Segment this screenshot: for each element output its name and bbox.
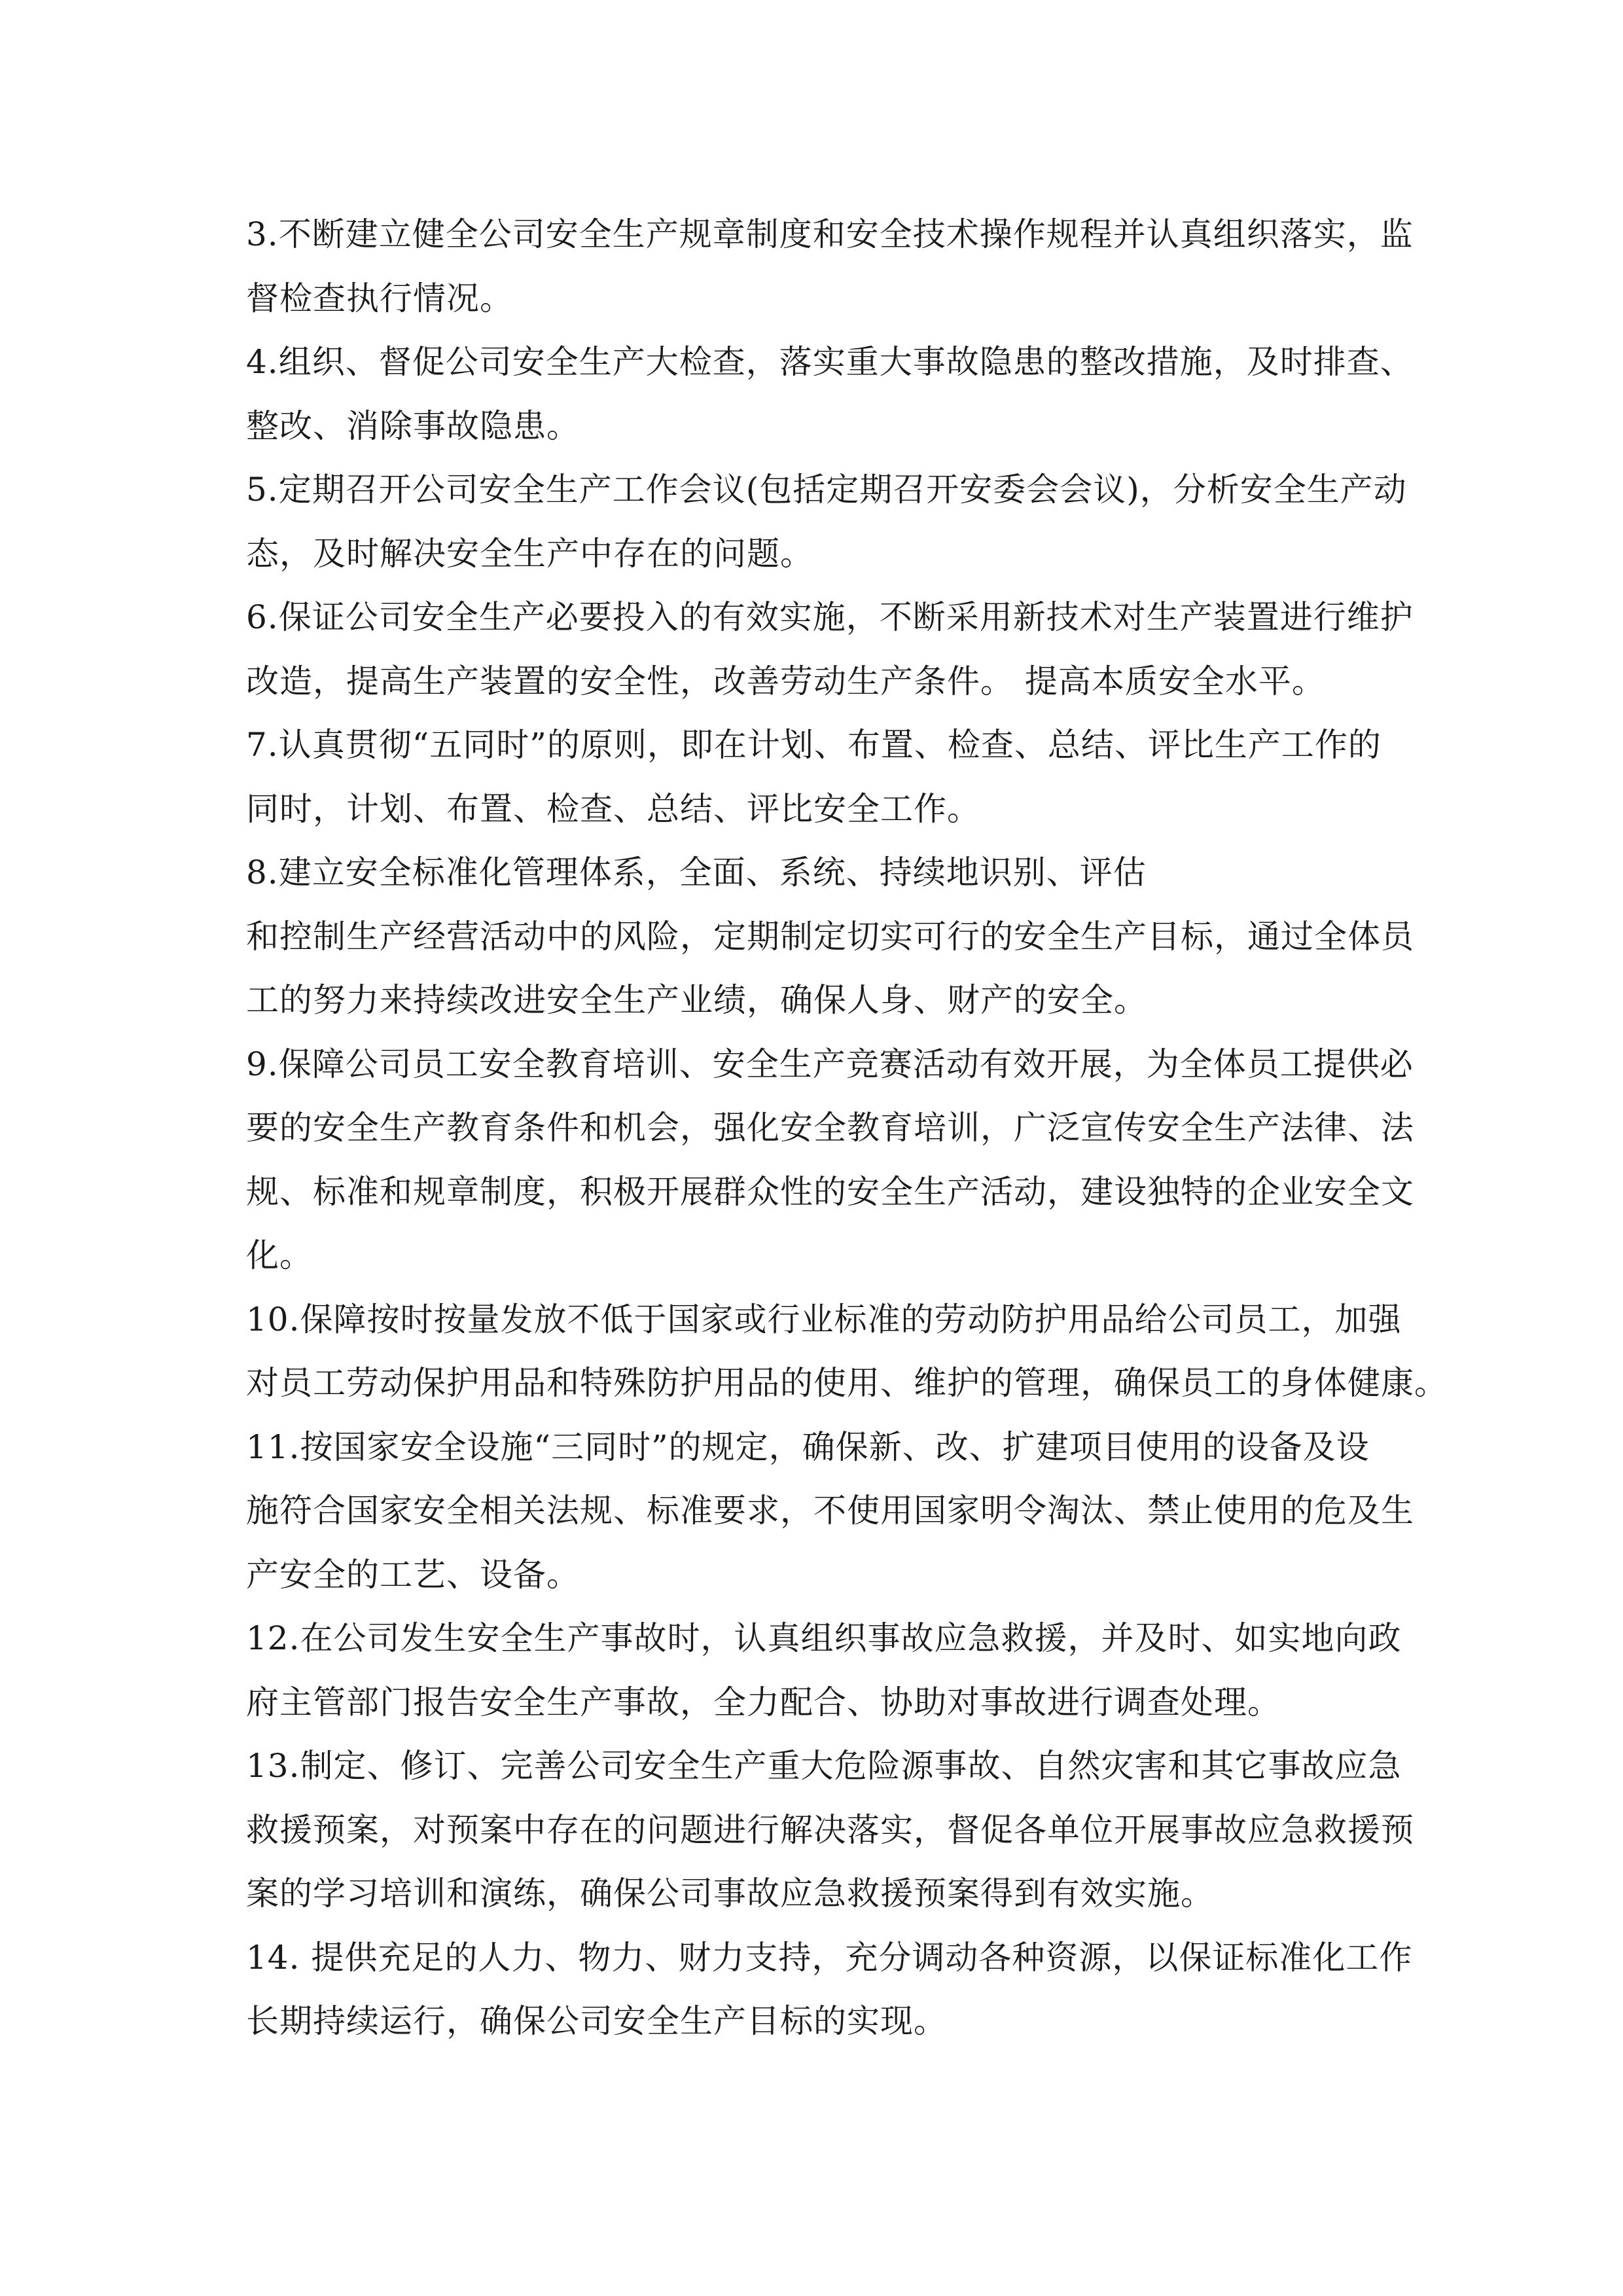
list-item-number: 8. xyxy=(246,853,279,891)
list-item-line: 救援预案，对预案中存在的问题进行解决落实，督促各单位开展事故应急救援预 xyxy=(246,1810,1414,1849)
list-item-line: 3.不断建立健全公司安全生产规章制度和安全技术操作规程并认真组织落实，监 xyxy=(246,215,1414,253)
list-item xyxy=(246,1033,1414,1288)
list-item-line: 和控制生产经营活动中的风险，定期制定切实可行的安全生产目标，通过全体员 xyxy=(246,917,1414,956)
list-item xyxy=(246,841,1414,1033)
list-item-line: 规、标准和规章制度，积极开展群众性的安全生产活动，建设独特的企业安全文 xyxy=(246,1172,1414,1211)
list-item-line: 案的学习培训和演练，确保公司事故应急救援预案得到有效实施。 xyxy=(246,1874,1214,1912)
list-item-line: 同时，计划、布置、检查、总结、评比安全工作。 xyxy=(246,789,980,828)
list-item-line: 改造，提高生产装置的安全性，改善劳动生产条件。 提高本质安全水平。 xyxy=(246,662,1325,700)
list-item xyxy=(246,1607,1402,1734)
list-item-line: 整改、消除事故隐患。 xyxy=(246,406,580,445)
list-item xyxy=(246,1926,1413,2054)
list-item xyxy=(246,331,1414,458)
list-item-line: 工的努力来持续改进安全生产业绩，确保人身、财产的安全。 xyxy=(246,981,1147,1019)
list-item xyxy=(246,586,1414,713)
list-item-number: 5. xyxy=(246,471,279,509)
list-item-number: 3. xyxy=(246,215,279,253)
list-item-number: 4. xyxy=(246,343,279,381)
list-item-line: 10.保障按时按量发放不低于国家或行业标准的劳动防护用品给公司员工，加强 xyxy=(246,1300,1402,1338)
list-item-number: 14. xyxy=(246,1938,300,1977)
list-item-line: 9.保障公司员工安全教育培训、安全生产竞赛活动有效开展，为全体员工提供必 xyxy=(246,1045,1414,1083)
list-item xyxy=(246,1734,1414,1926)
list-item-line: 府主管部门报告安全生产事故，全力配合、协助对事故进行调查处理。 xyxy=(246,1683,1281,1721)
list-item-number: 12. xyxy=(246,1619,300,1657)
list-item xyxy=(246,713,1398,841)
list-item-number: 11. xyxy=(246,1427,300,1466)
list-item-number: 6. xyxy=(246,598,279,636)
list-item-line: 5.定期召开公司安全生产工作会议(包括定期召开安委会会议)，分析安全生产动 xyxy=(246,471,1407,509)
list-item xyxy=(246,458,1407,586)
list-item-line: 12.在公司发生安全生产事故时，认真组织事故应急救援，并及时、如实地向政 xyxy=(246,1619,1402,1657)
list-item-line: 7.认真贯彻“五同时”的原则，即在计划、布置、检查、总结、评比生产工作的 xyxy=(246,726,1382,764)
list-item-line: 长期持续运行，确保公司安全生产目标的实现。 xyxy=(246,2002,947,2040)
list-item-line: 化。 xyxy=(246,1236,313,1274)
list-item-line: 施符合国家安全相关法规、标准要求，不使用国家明令淘汰、禁止使用的危及生 xyxy=(246,1492,1414,1530)
list-item-line: 产安全的工艺、设备。 xyxy=(246,1555,580,1594)
list-item-line: 4.组织、督促公司安全生产大检查，落实重大事故隐患的整改措施，及时排查、 xyxy=(246,343,1414,381)
list-item-line: 6.保证公司安全生产必要投入的有效实施，不断采用新技术对生产装置进行维护 xyxy=(246,598,1414,636)
document-body xyxy=(246,203,1448,2054)
list-item-line: 11.按国家安全设施“三同时”的规定，确保新、改、扩建项目使用的设备及设 xyxy=(246,1427,1370,1466)
list-item-number: 13. xyxy=(246,1747,300,1785)
list-item-line: 13.制定、修订、完善公司安全生产重大危险源事故、自然灾害和其它事故应急 xyxy=(246,1747,1402,1785)
list-item xyxy=(246,203,1414,331)
list-item-line: 对员工劳动保护用品和特殊防护用品的使用、维护的管理，确保员工的身体健康。 xyxy=(246,1364,1448,1402)
list-item-number: 9. xyxy=(246,1045,279,1083)
list-item-line: 14. 提供充足的人力、物力、财力支持，充分调动各种资源，以保证标准化工作 xyxy=(246,1938,1413,1977)
list-item-line: 督检查执行情况。 xyxy=(246,279,513,317)
list-item xyxy=(246,1288,1448,1416)
list-item-number: 10. xyxy=(246,1300,300,1338)
list-item-line: 态，及时解决安全生产中存在的问题。 xyxy=(246,534,813,573)
list-item-number: 7. xyxy=(246,726,279,764)
list-item xyxy=(246,1416,1414,1607)
list-item-line: 要的安全生产教育条件和机会，强化安全教育培训，广泛宣传安全生产法律、法 xyxy=(246,1109,1414,1147)
list-item-line: 8.建立安全标准化管理体系，全面、系统、持续地识别、评估 xyxy=(246,853,1147,891)
